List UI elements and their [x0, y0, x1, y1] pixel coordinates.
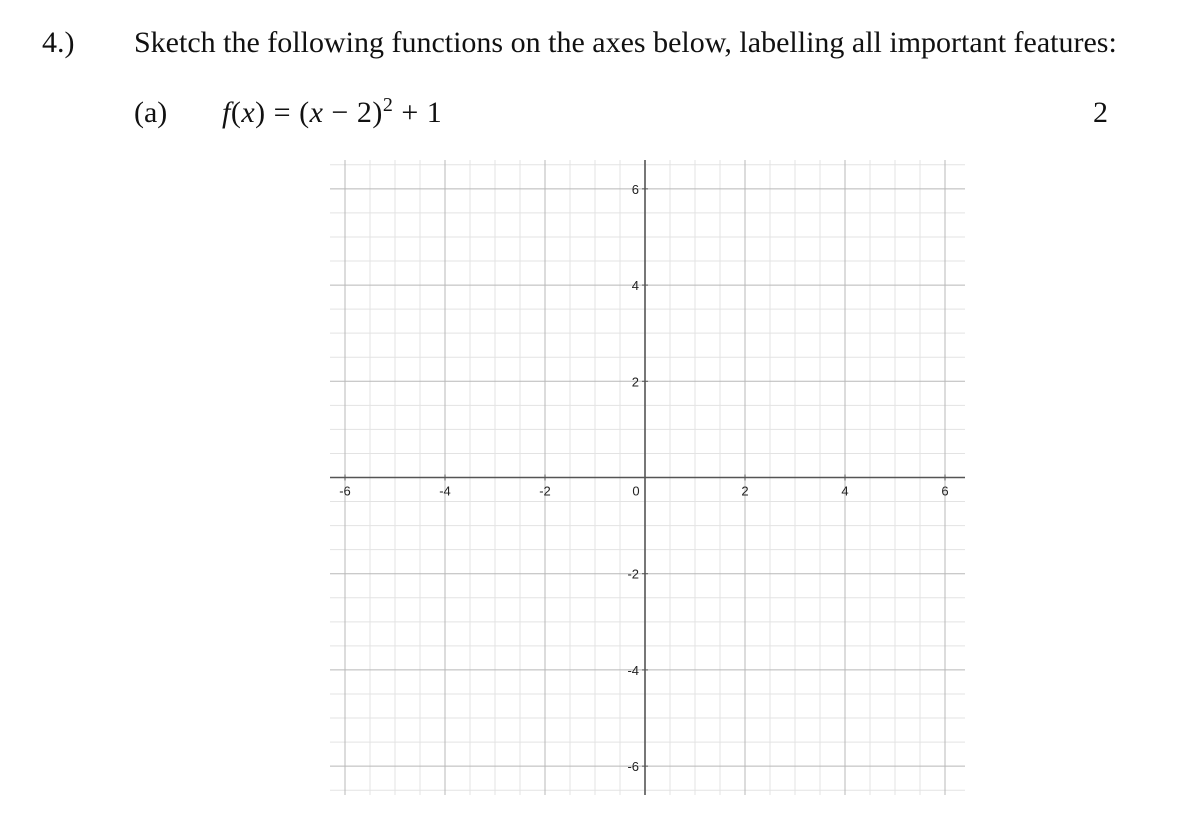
y-tick-label: -6 — [627, 759, 639, 775]
x-tick-label: 0 — [632, 483, 640, 499]
question-number: 4.) — [42, 26, 75, 59]
y-tick-label: 6 — [631, 181, 639, 197]
y-tick-label: 4 — [631, 278, 639, 294]
equation-shift: − 2) — [323, 96, 383, 129]
x-tick-label: 2 — [741, 483, 749, 499]
x-tick-label: -2 — [539, 483, 551, 499]
equation-variable-rhs: x — [309, 96, 324, 129]
equation-open-paren: ( — [230, 96, 242, 129]
x-tick-label: 6 — [941, 483, 949, 499]
equation-equals: ) = ( — [255, 96, 310, 129]
part-label: (a) — [134, 96, 168, 129]
equation-exponent: 2 — [382, 94, 394, 116]
x-tick-label: -6 — [339, 483, 351, 499]
y-tick-label: 2 — [631, 374, 639, 390]
equation-variable: x — [241, 96, 256, 129]
x-tick-label: -4 — [439, 483, 451, 499]
x-tick-label: 4 — [841, 483, 849, 499]
y-tick-label: -4 — [627, 662, 639, 678]
equation-constant: + 1 — [393, 96, 443, 129]
blank-axes-grid[interactable] — [320, 155, 970, 800]
equation-function-name: f — [222, 96, 231, 129]
marks-value: 2 — [1093, 96, 1108, 129]
function-equation — [222, 96, 442, 130]
question-instruction: Sketch the following functions on the axes below, labelling all important features: — [134, 26, 1117, 59]
y-tick-label: -2 — [627, 566, 639, 582]
